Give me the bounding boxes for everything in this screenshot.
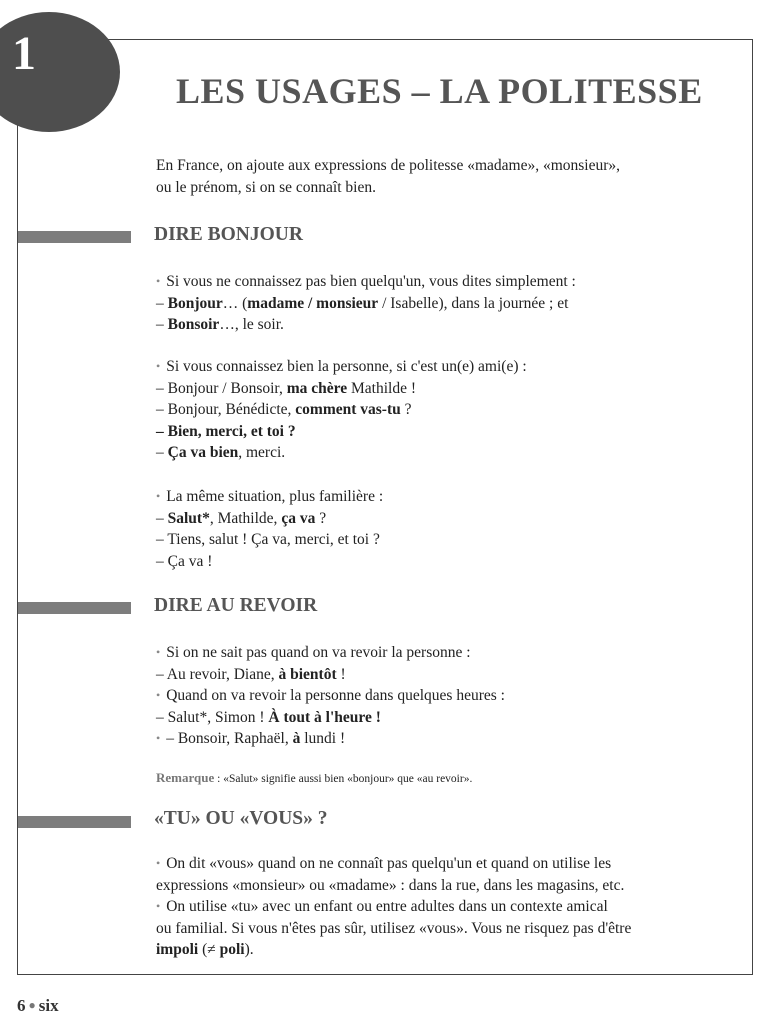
text: lundi !: [300, 730, 346, 747]
bold-text: Ça va bien: [167, 444, 239, 461]
text-line: [156, 271, 576, 293]
text: ).: [244, 941, 254, 958]
page-footer: [17, 996, 59, 1016]
bold-text: Bonsoir: [167, 316, 220, 333]
bullet-icon: •: [156, 274, 161, 288]
text: …, le soir.: [219, 316, 284, 333]
section-bar: [18, 231, 131, 243]
text-line: [156, 707, 505, 729]
text: , Mathilde,: [209, 509, 282, 527]
text: – Bonjour / Bonsoir,: [156, 379, 287, 397]
text: Si vous ne connaissez pas bien quelqu'un, vous dites simplement :: [166, 273, 576, 290]
text: – Bonsoir, Raphaël,: [166, 730, 293, 747]
text: –: [156, 294, 168, 312]
section-title-tu-ou-vous: «TU» OU «VOUS» ?: [154, 808, 328, 829]
text-line: [156, 939, 631, 961]
text-line: [156, 293, 576, 315]
text: On dit «vous» quand on ne connaît pas quelqu'un et quand on utilise les: [166, 855, 612, 872]
text: –: [156, 316, 168, 333]
section-body: [156, 356, 527, 464]
text: ?: [315, 509, 327, 527]
text-line: [156, 551, 383, 573]
bold-text: à: [292, 730, 301, 747]
chapter-number: 1: [12, 27, 36, 80]
bullet-icon: •: [156, 645, 161, 659]
text-line: [156, 421, 527, 443]
text-line: [156, 442, 527, 464]
remark-text: : «Salut» signifie aussi bien «bonjour» que «au revoir».: [214, 773, 473, 785]
text-line: [156, 356, 527, 378]
text: –: [156, 509, 168, 527]
page-frame: [12, 27, 753, 975]
text-line: [156, 399, 527, 421]
bullet-icon: •: [156, 899, 161, 913]
bold-text: comment vas-tu: [295, 401, 401, 418]
text: On utilise «tu» avec un enfant ou entre adultes dans un contexte amical: [166, 898, 608, 915]
text-line: [156, 896, 631, 918]
text: (≠: [198, 941, 220, 958]
text-line: [156, 918, 631, 940]
bullet-icon: •: [156, 688, 161, 702]
remark-label: Remarque: [156, 770, 215, 785]
text-line: [156, 642, 505, 664]
bold-text: madame / monsieur: [247, 294, 379, 312]
text: – Bonjour, Bénédicte,: [156, 401, 296, 418]
section-body: [156, 271, 576, 336]
text: ?: [400, 401, 412, 418]
section-bar: [18, 816, 131, 828]
text: – Tiens, salut ! Ça va, merci, et toi ?: [156, 531, 380, 548]
text: … (: [222, 294, 248, 312]
section-title-dire-bonjour: DIRE BONJOUR: [154, 224, 303, 245]
page-number: 6: [17, 996, 26, 1015]
remark: [156, 767, 472, 791]
section-bar: [18, 602, 131, 614]
page-title: LES USAGES – LA POLITESSE: [176, 71, 703, 111]
text-line: [156, 486, 383, 508]
text: La même situation, plus familière :: [166, 488, 384, 505]
bullet-icon: •: [156, 731, 161, 745]
bold-text: poli: [219, 941, 245, 958]
text: –: [156, 444, 168, 461]
chapter-badge: [0, 12, 120, 132]
page-number-word: six: [38, 996, 59, 1015]
bold-text: à bientôt: [278, 665, 337, 683]
bullet-icon: •: [156, 856, 161, 870]
text-line: [156, 728, 505, 750]
text: – Salut*, Simon !: [156, 708, 269, 726]
text: , merci.: [238, 444, 286, 461]
bold-text: À tout à l'heure !: [268, 708, 381, 726]
bold-text: Bonjour: [167, 294, 223, 312]
bullet-icon: •: [156, 359, 161, 373]
text-line: [156, 378, 527, 400]
text: Si on ne sait pas quand on va revoir la personne :: [166, 644, 471, 661]
text: – Au revoir, Diane,: [156, 665, 279, 683]
text-line: [156, 529, 383, 551]
text-line: [156, 314, 576, 336]
bold-text: – Bien, merci, et toi ?: [156, 422, 296, 440]
text: Mathilde !: [347, 379, 416, 397]
text: Quand on va revoir la personne dans quelques heures :: [166, 687, 505, 704]
intro-line: En France, on ajoute aux expressions de politesse «madame», «monsieur»,: [156, 157, 621, 174]
bold-text: impoli: [156, 941, 199, 958]
bold-text: ma chère: [286, 379, 348, 397]
text-line: [156, 664, 505, 686]
section-body: [156, 486, 383, 572]
section-body: [156, 853, 631, 961]
text: / Isabelle), dans la journée ; et: [378, 294, 569, 312]
bold-text: ça va: [281, 509, 316, 527]
bullet-icon: •: [156, 489, 161, 503]
text: expressions «monsieur» ou «madame» : dans la rue, dans les magasins, etc.: [156, 876, 625, 894]
intro-text: [156, 155, 620, 198]
section-body: [156, 642, 505, 750]
text-line: [156, 508, 383, 530]
text: – Ça va !: [156, 552, 213, 570]
text-line: [156, 875, 631, 897]
text: Si vous connaissez bien la personne, si c'est un(e) ami(e) :: [166, 358, 527, 375]
bold-text: Salut*: [167, 509, 210, 527]
text-line: [156, 685, 505, 707]
section-title-dire-au-revoir: DIRE AU REVOIR: [154, 595, 318, 616]
intro-line: ou le prénom, si on se connaît bien.: [156, 178, 376, 196]
text-line: [156, 853, 631, 875]
text: !: [336, 665, 346, 683]
footer-bullet-icon: ●: [28, 998, 36, 1012]
text: ou familial. Si vous n'êtes pas sûr, utilisez «vous». Vous ne risquez pas d'être: [156, 919, 632, 937]
